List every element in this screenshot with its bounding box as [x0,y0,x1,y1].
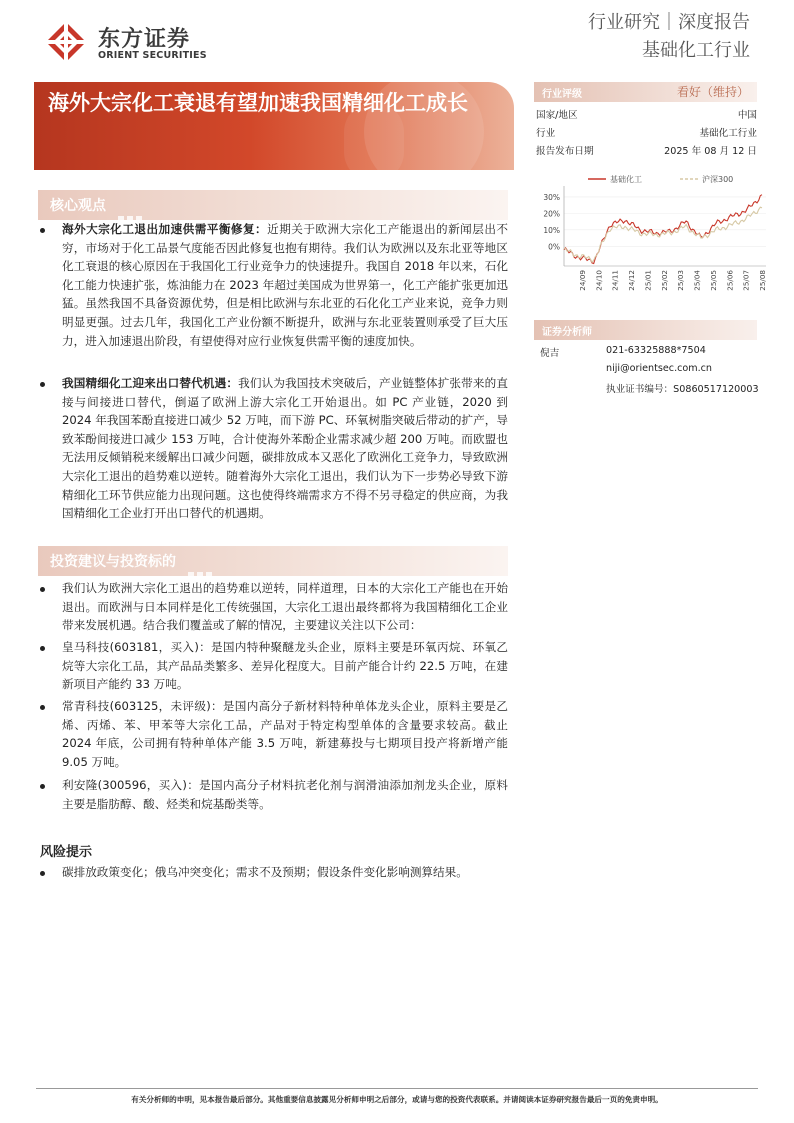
analyst-heading: 证券分析师 [542,327,592,338]
section-dots [118,205,145,209]
report-title: 海外大宗化工衰退有望加速我国精细化工成长 [48,91,468,115]
info-value: 基础化工行业 [699,128,757,139]
bullet-icon [40,646,45,651]
x-tick-label: 24/12 [627,270,637,291]
info-value: 中国 [737,110,757,121]
point-text: 我们认为我国技术突破后，产业链整体扩张带来的直接与间接进口替代，倒逼了欧洲上游大宗化工开始退出。如 PC 产业链，2020 到 2024 年我国苯酚直接进口减少 52 万吨，而下游 PC、环氧树脂突破后带动的扩产，导致苯酚间接进口减少 153 万吨，合计使海外苯酚企业需求减少超 200 万吨。而欧盟也无法用反倾销税来缓解出口减少问题，碳排放成本又恶化了欧洲化工竞争力，导致欧洲大宗化工退出的趋势难以逆转。随着海外大宗化工退出，我们认为下一步势必导致下游精细化工环节供应能力出现问题。这也使得终端需求方不得不另寻稳定的供应商，为我国精细化工企业打开出口替代的机遇期。 [62,376,508,521]
section-investment [38,546,508,576]
x-tick-label: 25/08 [758,270,767,291]
info-key: 行业 [536,128,556,139]
risk-heading: 风险提示 [40,845,93,860]
y-tick-label: 0% [548,242,560,252]
invest-point-2: 皇马科技(603181，买入)：是国内特种聚醚龙头企业，原料主要是环氧丙烷、环氧乙烷等大宗化工品，其产品品类繁多、差异化程度大。目前产能合计约 22.5 万吨，在建新项目产能约 33 万吨。 [62,640,508,692]
risk-text: 碳排放政策变化；俄乌冲突变化；需求不及预期；假设条件变化影响测算结果。 [62,865,468,879]
invest-point-3: 常青科技(603125，未评级)：是国内高分子新材料特种单体龙头企业，原料主要是乙烯、丙烯、苯、甲苯等大宗化工品，产品对于特定构型单体的含量要求较高。截止 2024 年底，公司拥有特种单体产能 3.5 万吨，新建募投与七期项目投产将新增产能 9.05 万吨。 [62,699,508,769]
section-heading: 核心观点 [50,198,106,214]
info-key: 国家/地区 [536,110,578,121]
point-lead: 我国精细化工迎来出口替代机遇： [62,376,239,390]
bullet-icon [40,784,45,789]
invest-point-4: 利安隆(300596，买入)：是国内高分子材料抗老化剂与润滑油添加剂龙头企业，原料主要是脂肪醇、酸、烃类和烷基酚类等。 [62,778,508,811]
x-tick-label: 24/11 [610,270,620,291]
performance-chart [530,168,770,308]
analyst-cert: 执业证书编号：S0860517120003 [606,384,759,395]
x-tick-label: 25/04 [692,270,702,291]
analyst-header [534,320,757,340]
x-tick-label: 25/01 [643,270,653,291]
y-tick-label: 20% [543,209,560,219]
legend-label: 沪深300 [702,175,734,184]
series-line-0 [564,195,762,264]
report-industry: 基础化工行业 [642,40,750,61]
x-tick-label: 25/05 [708,270,718,291]
y-tick-label: 30% [543,192,560,202]
info-value: 2025 年 08 月 12 日 [664,146,757,157]
invest-point-1: 我们认为欧洲大宗化工退出的趋势难以逆转，同样道理，日本的大宗化工产能也在开始退出。而欧洲与日本同样是化工传统强国，大宗化工退出最终都将为我国精细化工企业带来发展机遇。结合我们覆盖或了解的情况，主要建议关注以下公司： [62,581,508,633]
rating-value: 看好（维持） [676,85,749,99]
x-tick-label: 24/09 [578,270,587,291]
bullet-icon [40,587,45,592]
orient-logo-icon [44,20,88,64]
report-type: 行业研究｜深度报告 [588,12,750,33]
bullet-icon [40,871,45,876]
x-tick-label: 25/03 [676,270,686,291]
info-key: 报告发布日期 [536,146,594,157]
x-tick-label: 25/02 [659,270,669,291]
section-dots [188,561,215,565]
point-lead: 海外大宗化工退出加速供需平衡修复： [62,222,268,236]
bullet-icon [40,705,45,710]
legend-label: 基础化工 [610,175,642,184]
y-tick-label: 10% [543,225,560,235]
core-point-2 [62,374,508,523]
rating-label: 行业评级 [542,89,582,100]
footer-divider [36,1088,758,1089]
title-banner [34,82,514,170]
bullet-icon [40,382,45,387]
x-tick-label: 25/07 [741,270,751,291]
rating-header [534,82,757,102]
footer-disclaimer: 有关分析师的申明，见本报告最后部分。其他重要信息披露见分析师申明之后部分，或请与您的投资代表联系。并请阅读本证券研究报告最后一页的免责申明。 [131,1095,663,1104]
x-tick-label: 24/10 [594,270,604,291]
analyst-email[interactable]: niji@orientsec.com.cn [606,363,713,374]
logo-text-cn: 东方证券 [98,27,191,52]
x-tick-label: 25/06 [725,270,735,291]
analyst-name: 倪吉 [540,348,560,359]
report-header [588,10,750,66]
core-point-1 [62,220,508,350]
bullet-icon [40,228,45,233]
point-text: 近期关于欧洲大宗化工产能退出的新闻层出不穷，市场对于化工品景气度能否因此修复也抱有期待。我们认为欧洲以及东北亚等地区化工衰退的核心原因在于我国化工行业竞争力的快速提升。我国自 2018 年以来，石化化工能力快速扩张，炼油能力在 2023 年超过美国成为世界第一，化工产能扩张更加迅猛。虽然我国不具备资源优势，但是相比欧洲与东北亚的石化化工产业来说，竞争力则明显更强。过去几年，我国化工产业份额不断提升，欧洲与东北亚装置则承受了巨大压力，进入加速退出阶段，有望使得对应行业恢复供需平衡的速度加快。 [62,222,508,348]
analyst-phone: 021-63325888*7504 [606,345,706,356]
section-core-view [38,190,508,220]
company-logo [44,20,244,66]
section-heading: 投资建议与投资标的 [50,554,176,570]
logo-text-en: ORIENT SECURITIES [98,50,207,61]
